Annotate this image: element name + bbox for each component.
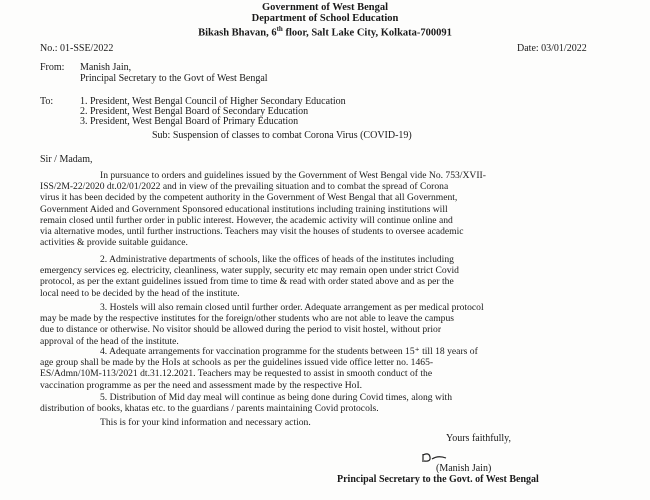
paragraph-line: ISS/2M-22/2020 dt.02/01/2022 and in view of the prevailing situation and to combat the spread of Corona [40, 181, 449, 193]
recipient-1: 1. President, West Bengal Council of Higher Secondary Education [80, 96, 346, 107]
paragraph-line: 3. Hostels will also remain closed until further order. Adequate arrangement as per medical protocol [100, 302, 484, 313]
paragraph-line: activities & provide suitable guidance. [40, 237, 188, 249]
paragraph-1 [40, 170, 605, 248]
paragraph-line: 2. Administrative departments of schools, like the offices of heads of the institutes including [100, 254, 454, 265]
paragraph-line: protocol, as per the extant guidelines issued from time to time & read with order stated above and as per the [40, 276, 454, 288]
paragraph-2 [40, 254, 605, 299]
closing-info: This is for your kind information and necessary action. [100, 417, 311, 428]
signatory-designation: Principal Secretary to the Govt. of West Bengal [337, 474, 539, 485]
paragraph-line: via alternative modes, until further instructions. Teachers may visit the houses of students to oversee academic [40, 226, 464, 238]
paragraph-line: due to distance or otherwise. No visitor should be allowed during the period to visit hostel, without prior [40, 324, 442, 336]
paragraph-line: virus it has been decided by the competent authority in the Government of West Bengal that all Government, [40, 192, 458, 204]
header-government: Government of West Bengal [261, 2, 389, 13]
signatory-name: (Manish Jain) [436, 463, 492, 474]
paragraph-line: remain closed until further order in public interest. However, the academic activity will continue online and [40, 214, 453, 226]
to-label: To: [40, 96, 54, 107]
paragraph-line: 4. Adequate arrangements for vaccination programme for the students between 15⁺ till 18 years of [100, 346, 478, 357]
paragraph-line: may be made by the respective institutes for the foreign/other students who are not able to leave the campus [40, 313, 454, 325]
paragraph-4 [40, 346, 605, 391]
from-label: From: [40, 62, 65, 73]
paragraph-line: distribution of books, khatas etc. to the guardians / parents maintaining Covid protocols. [40, 403, 379, 415]
paragraph-3 [40, 302, 605, 347]
paragraph-5 [40, 392, 605, 414]
header-address: Bikash Bhavan, 6th floor, Salt Lake City, Kolkata-700091 [198, 25, 452, 39]
paragraph-line: ES/Admn/10M-113/2021 dt.31.12.2021. Teachers may be requested to assist in smooth conduct of the [40, 368, 433, 380]
header-department: Department of School Education [251, 13, 399, 24]
paragraph-line: Government Aided and Government Sponsored educational institutions including training institutions will [40, 203, 448, 215]
paragraph-line: vaccination programme as per the need and assessment made by the respective HoI. [40, 379, 363, 391]
from-name: Manish Jain, [80, 62, 132, 73]
recipient-2: 2. President, West Bengal Board of Secondary Education [80, 106, 309, 117]
memo-number: No.: 01-SSE/2022 [40, 43, 114, 54]
paragraph-line: In pursuance to orders and guidelines issued by the Government of West Bengal vide No. 753/XVII- [100, 170, 486, 181]
paragraph-line: local need to be decided by the head of the institute. [40, 287, 240, 299]
memo-date: Date: 03/01/2022 [517, 43, 587, 54]
paragraph-line: emergency services eg. electricity, cleanliness, water supply, security etc may remain open under strict Covid [40, 265, 459, 277]
paragraph-line: age group shall be made by the HoIs at schools as per the guidelines issued vide office letter no. 1465- [40, 357, 434, 369]
salutation: Sir / Madam, [40, 154, 93, 165]
subject-line: Sub: Suspension of classes to combat Corona Virus (COVID-19) [152, 130, 412, 141]
from-designation: Principal Secretary to the Govt of West Bengal [80, 73, 268, 84]
recipient-3: 3. President, West Bengal Board of Primary Education [80, 116, 299, 127]
paragraph-line: approval of the head of the institute. [40, 335, 179, 347]
paragraph-line: 5. Distribution of Mid day meal will continue as being done during Covid times, along with [100, 392, 452, 403]
yours-faithfully: Yours faithfully, [446, 433, 512, 444]
